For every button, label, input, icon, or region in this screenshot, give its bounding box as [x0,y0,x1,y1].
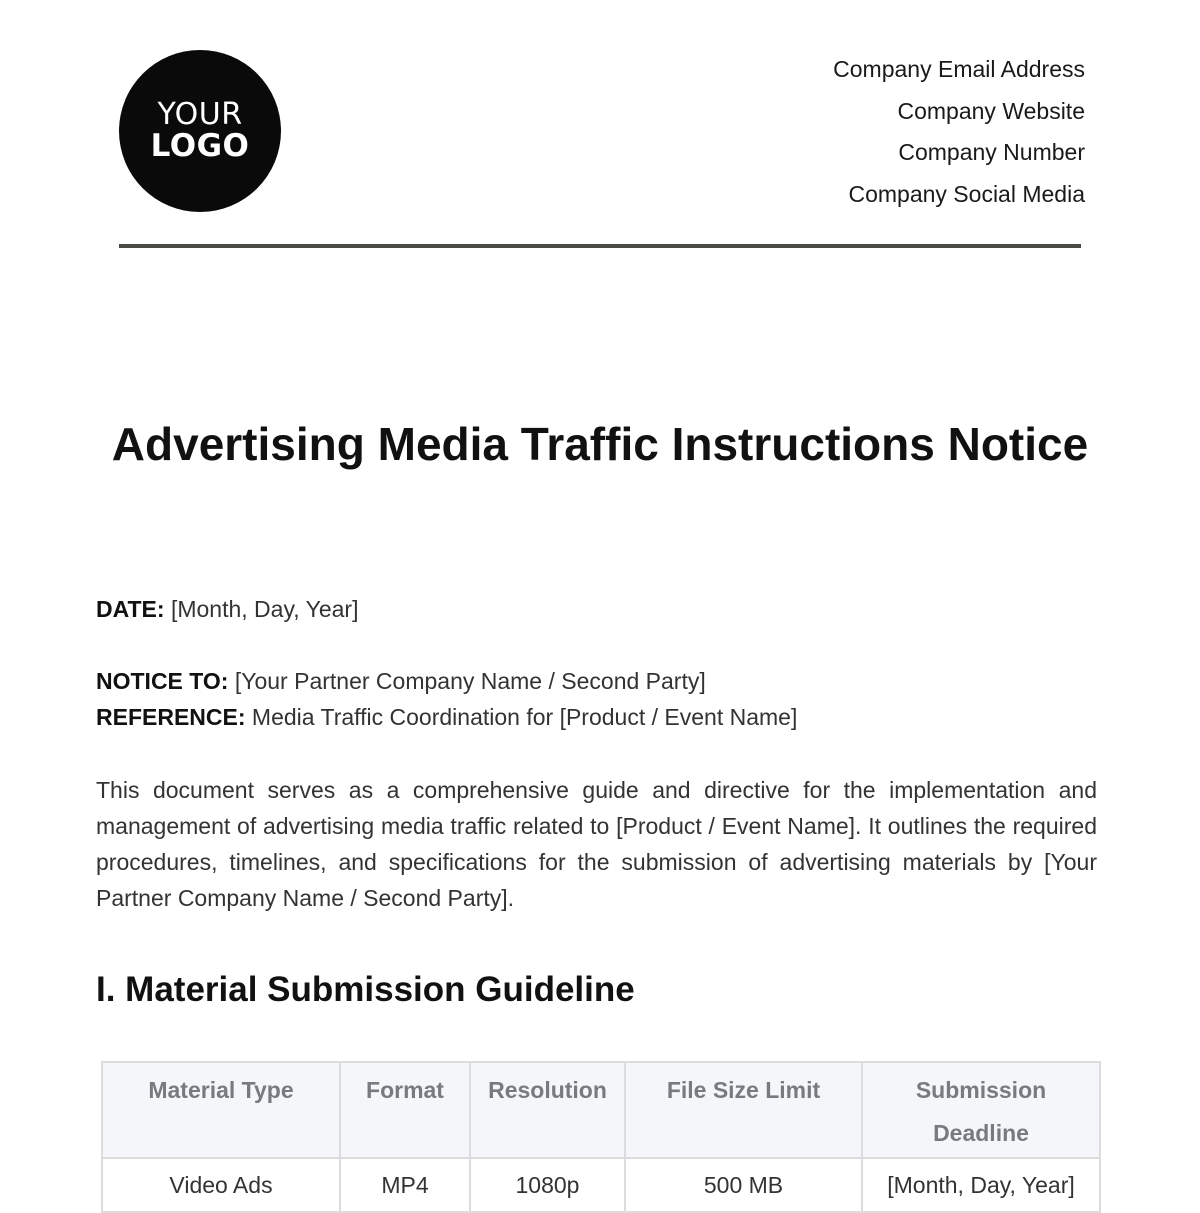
contact-website: Company Website [897,97,1085,124]
cell-resolution: 1080p [470,1158,625,1212]
contact-block [833,54,1085,220]
cell-file-size-limit: 500 MB [625,1158,862,1212]
notice-to-label: NOTICE TO: [96,668,229,694]
logo-line-2: LOGO [150,128,250,165]
header-file-size-limit: File Size Limit [625,1062,862,1158]
date-line [96,594,358,624]
date-value: [Month, Day, Year] [170,596,359,622]
header-divider [119,244,1081,248]
table-header-row [102,1062,1100,1158]
cell-material-type: Video Ads [102,1158,340,1212]
reference-line [96,702,797,732]
header-submission-deadline: Submission Deadline [862,1062,1100,1158]
intro-paragraph: This document serves as a comprehensive guide and directive for the implementation and management of advertising media traffic related to [Product / Event Name]. It outlines the required procedures, timelines, and specifications for the submission of advertising materials by [Your Partner Company Name / Second Party]. [96,777,1097,911]
header-resolution: Resolution [470,1062,625,1158]
table-row [102,1158,1100,1212]
contact-email: Company Email Address [833,56,1085,82]
section-heading-material-submission: I. Material Submission Guideline [96,970,635,1009]
cell-submission-deadline: [Month, Day, Year] [862,1158,1100,1212]
company-logo [119,50,281,212]
header-material-type: Material Type [102,1062,340,1158]
notice-to-value: [Your Partner Company Name / Second Party] [234,668,706,694]
logo-line-1: YOUR [157,96,243,132]
notice-to-line [96,666,706,696]
contact-social-media: Company Social Media [848,180,1085,207]
header-format: Format [340,1062,470,1158]
reference-value: Media Traffic Coordination for [Product / Event Name] [251,704,798,730]
material-submission-table [101,1061,1101,1213]
document-title: Advertising Media Traffic Instructions Notice [111,418,1089,470]
reference-label: REFERENCE: [96,704,246,730]
contact-number: Company Number [898,139,1085,165]
cell-format: MP4 [340,1158,470,1212]
date-label: DATE: [96,596,165,622]
